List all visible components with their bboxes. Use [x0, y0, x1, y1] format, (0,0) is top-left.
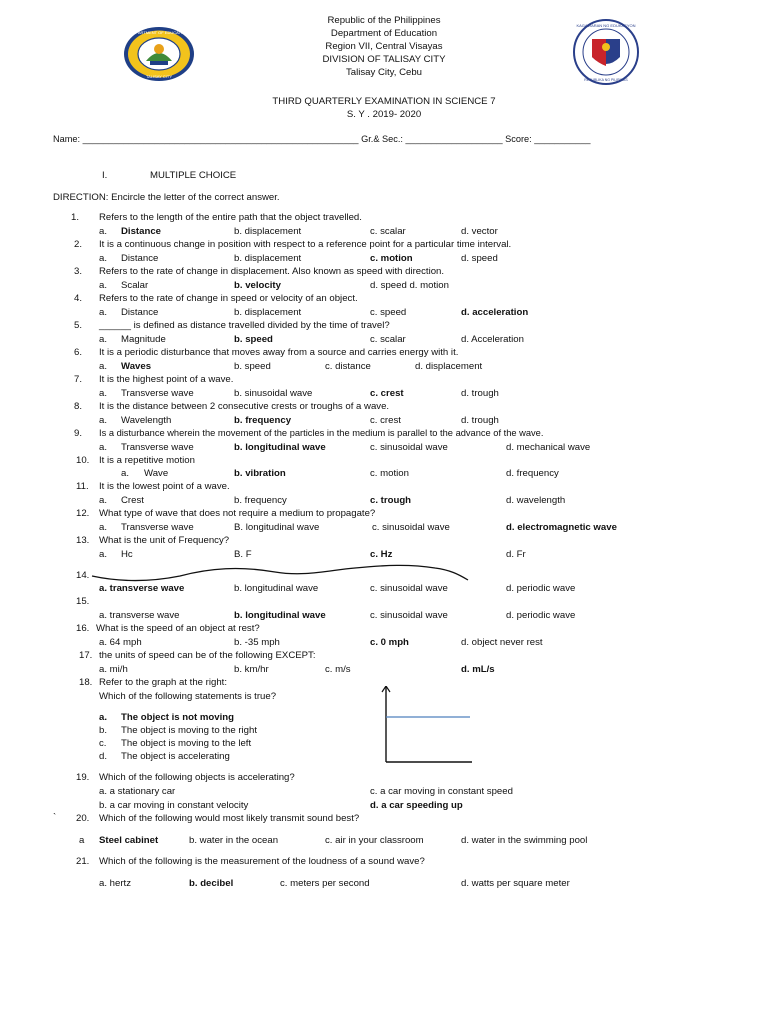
question-number: 19.: [76, 772, 90, 783]
question-text: Is a disturbance wherein the movement of the particles in the medium is parallel to the advance of the wave.: [99, 428, 544, 438]
question-text: It is the distance between 2 consecutive crests or troughs of a wave.: [99, 401, 390, 412]
choice-option[interactable]: b. speed: [234, 361, 271, 372]
choice-option[interactable]: d. water in the swimming pool: [461, 835, 588, 846]
choice-letter[interactable]: a.: [99, 388, 108, 399]
choice-option[interactable]: b. displacement: [234, 226, 302, 237]
choice-option[interactable]: The object is moving to the left: [121, 738, 252, 749]
question-text: Refer to the graph at the right:: [99, 677, 227, 688]
question-number: 8.: [74, 401, 83, 412]
choice-option[interactable]: c. a car moving in constant speed: [370, 786, 513, 797]
choice-option[interactable]: c. scalar: [370, 226, 406, 237]
question-number: 10.: [76, 455, 90, 466]
choice-option[interactable]: b. longitudinal wave: [234, 583, 319, 594]
choice-option[interactable]: c. 0 mph: [370, 637, 409, 648]
choice-letter[interactable]: a.: [99, 307, 108, 318]
question-number: 4.: [74, 293, 83, 304]
question-number: 20.: [76, 813, 90, 824]
choice-option[interactable]: a. a stationary car: [99, 786, 176, 797]
choice-option[interactable]: c. crest: [370, 388, 404, 399]
choice-option[interactable]: a. 64 mph: [99, 637, 142, 648]
svg-text:REPUBLIKA NG PILIPINAS: REPUBLIKA NG PILIPINAS: [584, 78, 628, 82]
choice-option[interactable]: Wave: [144, 468, 169, 479]
choice-option[interactable]: The object is moving to the right: [121, 725, 257, 736]
choice-option[interactable]: d. object never rest: [461, 637, 543, 648]
header-line-republic: Republic of the Philippines: [327, 15, 441, 26]
choice-option[interactable]: b. decibel: [189, 878, 234, 889]
choice-option[interactable]: Distance: [121, 253, 159, 264]
choice-option[interactable]: Wavelength: [121, 415, 172, 426]
question-number: 6.: [74, 347, 83, 358]
choice-option[interactable]: Magnitude: [121, 334, 166, 345]
choice-option[interactable]: Scalar: [121, 280, 149, 291]
choice-option[interactable]: c. crest: [370, 415, 401, 426]
question-number: 2.: [74, 239, 83, 250]
choice-option[interactable]: c. speed: [370, 307, 407, 318]
choice-letter[interactable]: a.: [99, 522, 108, 533]
question-number: 14.: [76, 570, 90, 581]
choice-option[interactable]: d. periodic wave: [506, 610, 576, 621]
choice-letter[interactable]: c.: [99, 738, 107, 749]
question-number: 7.: [74, 374, 83, 385]
question-text: It is a periodic disturbance that moves away from a source and carries energy with it.: [99, 347, 459, 358]
choice-option[interactable]: d. wavelength: [506, 495, 566, 506]
stray-mark: `: [53, 812, 57, 823]
question-text: It is the lowest point of a wave.: [99, 481, 230, 492]
question-number: 12.: [76, 508, 90, 519]
choice-option[interactable]: b. -35 mph: [234, 637, 280, 648]
choice-option[interactable]: c. distance: [325, 361, 371, 372]
direction-text: DIRECTION: Encircle the letter of the correct answer.: [53, 192, 280, 203]
choice-option[interactable]: b. a car moving in constant velocity: [99, 800, 249, 811]
choice-option[interactable]: The object is accelerating: [121, 751, 230, 762]
choice-option[interactable]: d. Acceleration: [461, 334, 524, 345]
choice-option[interactable]: d. mechanical wave: [506, 442, 591, 453]
question-text: ______ is defined as distance travelled divided by the time of travel?: [99, 320, 390, 331]
choice-option[interactable]: Distance: [121, 226, 161, 237]
svg-text:DEPARTMENT OF EDUCATION: DEPARTMENT OF EDUCATION: [129, 30, 189, 35]
header-line-region: Region VII, Central Visayas: [325, 41, 443, 52]
choice-letter[interactable]: a.: [121, 468, 130, 479]
choice-option[interactable]: b. longitudinal wave: [234, 442, 326, 453]
question-text: Which of the following would most likely transmit sound best?: [99, 813, 360, 824]
header-line-city: Talisay City, Cebu: [345, 67, 423, 78]
question-number: 3.: [74, 266, 83, 277]
position-time-graph: [376, 686, 474, 766]
question-text: What is the speed of an object at rest?: [96, 623, 260, 634]
choice-option[interactable]: b. velocity: [234, 280, 281, 291]
choice-option[interactable]: Waves: [121, 361, 152, 372]
choice-option[interactable]: c. sinusoidal wave: [372, 522, 450, 533]
question-text: What type of wave that does not require a medium to propagate?: [99, 508, 376, 519]
choice-option[interactable]: d. a car speeding up: [370, 800, 463, 811]
choice-option[interactable]: d. acceleration: [461, 307, 529, 318]
choice-option[interactable]: d. displacement: [415, 361, 483, 372]
choice-option[interactable]: d. electromagnetic wave: [506, 522, 617, 533]
choice-option[interactable]: b. frequency: [234, 415, 292, 426]
name-grade-score-line[interactable]: Name: ______________________________________________________ Gr.& Sec.: ___________________ Score: ___________: [53, 134, 591, 144]
choice-option[interactable]: d. watts per square meter: [461, 878, 570, 889]
choice-option[interactable]: b. displacement: [234, 253, 302, 264]
choice-letter[interactable]: a.: [99, 361, 108, 372]
choice-option[interactable]: a. hertz: [99, 878, 131, 889]
question-text: Which of the following is the measurement of the loudness of a sound wave?: [99, 856, 425, 867]
question-number: 1.: [71, 212, 80, 223]
choice-letter[interactable]: a.: [99, 334, 108, 345]
choice-option[interactable]: a. transverse wave: [99, 583, 185, 594]
choice-option[interactable]: a. transverse wave: [99, 610, 180, 621]
choice-option[interactable]: d. periodic wave: [506, 583, 576, 594]
choice-option[interactable]: c. Hz: [370, 549, 393, 560]
choice-option[interactable]: b. displacement: [234, 307, 302, 318]
choice-option[interactable]: b. water in the ocean: [189, 835, 279, 846]
choice-option[interactable]: b. speed: [234, 334, 273, 345]
question-number: 5.: [74, 320, 83, 331]
choice-option[interactable]: d. trough: [461, 388, 499, 399]
choice-option[interactable]: Steel cabinet: [99, 835, 159, 846]
choice-option[interactable]: d. mL/s: [461, 664, 495, 675]
choice-option[interactable]: c. meters per second: [280, 878, 370, 889]
choice-option[interactable]: Transverse wave: [121, 522, 194, 533]
choice-option[interactable]: B. longitudinal wave: [234, 522, 320, 533]
exam-title: THIRD QUARTERLY EXAMINATION IN SCIENCE 7: [272, 96, 496, 107]
header-line-division: DIVISION OF TALISAY CITY: [322, 54, 446, 65]
question-text: Which of the following objects is accelerating?: [99, 772, 295, 783]
choice-option[interactable]: d. speed: [461, 253, 498, 264]
choice-option[interactable]: c. trough: [370, 495, 412, 506]
choice-option[interactable]: c. m/s: [325, 664, 351, 675]
question-text: the units of speed can be of the following EXCEPT:: [99, 650, 316, 661]
choice-letter[interactable]: a: [79, 835, 85, 846]
choice-option[interactable]: Crest: [121, 495, 144, 506]
question-subtext: Which of the following statements is true?: [99, 691, 277, 702]
question-text: It is the highest point of a wave.: [99, 374, 234, 385]
choice-letter[interactable]: a.: [99, 226, 108, 237]
header-line-department: Department of Education: [330, 28, 438, 39]
question-text: It is a continuous change in position with respect to a reference point for a particular time interval.: [99, 239, 512, 250]
choice-option[interactable]: d. speed d. motion: [370, 280, 449, 291]
choice-option[interactable]: Distance: [121, 307, 159, 318]
choice-option[interactable]: c. sinusoidal wave: [370, 442, 448, 453]
question-number: 21.: [76, 856, 90, 867]
choice-letter[interactable]: a.: [99, 549, 108, 560]
choice-letter[interactable]: d.: [99, 751, 108, 762]
choice-option[interactable]: The object is not moving: [121, 712, 234, 723]
choice-option[interactable]: b. longitudinal wave: [234, 610, 326, 621]
choice-letter[interactable]: a.: [99, 415, 108, 426]
choice-letter[interactable]: a.: [99, 253, 108, 264]
section-number: I.: [102, 170, 108, 181]
svg-text:KAGAWARAN NG EDUKASYON: KAGAWARAN NG EDUKASYON: [576, 23, 636, 28]
choice-option[interactable]: b. frequency: [234, 495, 287, 506]
question-text: Refers to the rate of change in speed or velocity of an object.: [99, 293, 358, 304]
question-text: It is a repetitive motion: [99, 455, 195, 466]
section-title: MULTIPLE CHOICE: [150, 170, 237, 181]
choice-letter[interactable]: a.: [99, 280, 108, 291]
choice-option[interactable]: c. motion: [370, 253, 413, 264]
svg-text:TALISAY CITY: TALISAY CITY: [145, 74, 173, 79]
choice-option[interactable]: d. Fr: [506, 549, 526, 560]
question-number: 18.: [79, 677, 93, 688]
school-year: S. Y . 2019- 2020: [346, 109, 422, 120]
choice-option[interactable]: c. scalar: [370, 334, 406, 345]
question-text: What is the unit of Frequency?: [99, 535, 230, 546]
question-text: Refers to the rate of change in displacement. Also known as speed with direction.: [99, 266, 445, 277]
choice-letter[interactable]: a.: [99, 495, 108, 506]
question-number: 17.: [79, 650, 93, 661]
choice-letter[interactable]: b.: [99, 725, 108, 736]
question-number: 13.: [76, 535, 90, 546]
choice-option[interactable]: B. F: [234, 549, 252, 560]
question-number: 11.: [76, 481, 89, 492]
question-number: 16.: [76, 623, 90, 634]
choice-option[interactable]: d. vector: [461, 226, 498, 237]
question-number: 15.: [76, 596, 90, 607]
choice-letter[interactable]: a.: [99, 712, 108, 723]
choice-option[interactable]: b. km/hr: [234, 664, 269, 675]
choice-option[interactable]: c. air in your classroom: [325, 835, 424, 846]
choice-option[interactable]: b. vibration: [234, 468, 286, 479]
choice-option[interactable]: b. sinusoidal wave: [234, 388, 313, 399]
choice-letter[interactable]: a.: [99, 442, 108, 453]
choice-option[interactable]: Hc: [121, 549, 133, 560]
question-number: 9.: [74, 428, 83, 439]
choice-option[interactable]: a. mi/h: [99, 664, 128, 675]
choice-option[interactable]: c. sinusoidal wave: [370, 583, 448, 594]
choice-option[interactable]: d. trough: [461, 415, 499, 426]
choice-option[interactable]: c. motion: [370, 468, 409, 479]
choice-option[interactable]: Transverse wave: [121, 388, 194, 399]
choice-option[interactable]: Transverse wave: [121, 442, 194, 453]
choice-option[interactable]: d. frequency: [506, 468, 559, 479]
choice-option[interactable]: c. sinusoidal wave: [370, 610, 448, 621]
question-text: Refers to the length of the entire path that the object travelled.: [99, 212, 362, 223]
